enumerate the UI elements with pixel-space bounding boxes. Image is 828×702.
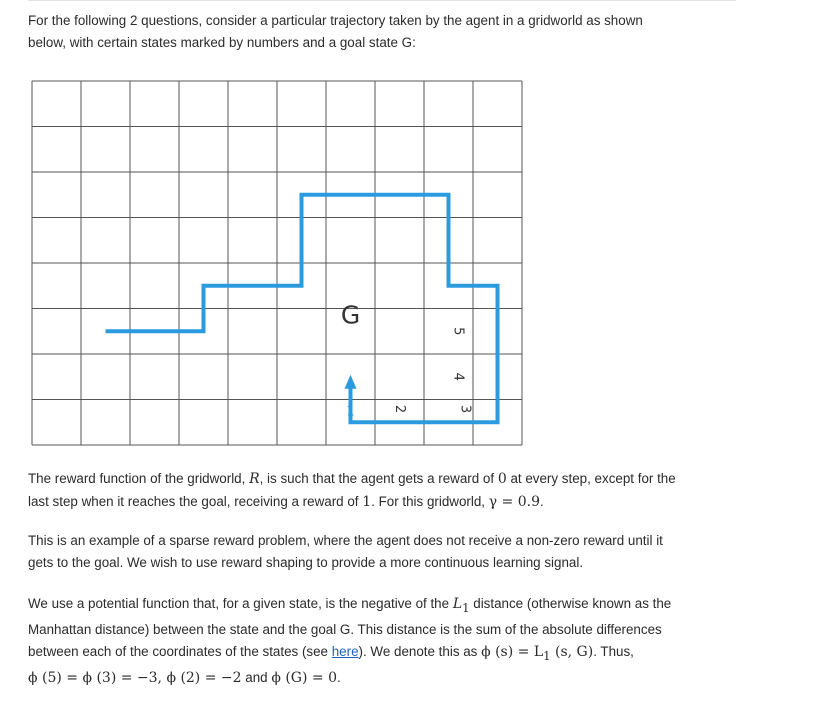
sparse-line-2: gets to the goal. We wish to use reward shaping to provide a more continuous learning signal. — [28, 554, 584, 570]
potential-definition: ϕ $(s) = L_1$ (s, G) — [481, 643, 594, 663]
goal-potential-equation: ϕ (G) = 0 — [271, 670, 337, 687]
intro-paragraph — [28, 10, 748, 53]
gamma-equation: γ = 0.9 — [488, 493, 540, 510]
l1-symbol: $L_1$ — [452, 596, 470, 615]
intro-line-2: below, with certain states marked by numbers and a goal state G: — [28, 34, 416, 50]
intro-line-1: For the following 2 questions, consider a particular trajectory taken by the agent in a gridworld as shown — [28, 13, 643, 28]
goal-arrow-icon — [345, 375, 357, 389]
reward-one: 1 — [362, 493, 372, 510]
goal-label: G — [340, 300, 361, 330]
reward-zero: 0 — [497, 471, 507, 487]
here-link[interactable]: here — [331, 643, 359, 659]
reward-symbol: R — [249, 471, 260, 487]
reward-paragraph: The reward function of the gridworld, R, is such that the agent gets a reward of 0 at every step, except for the last step when it reaches the goal, receiving a reward of 1. For this gridworld, γ = 0.9. — [28, 471, 676, 510]
top-divider — [28, 0, 736, 1]
arrow-head — [345, 375, 357, 389]
gridworld-figure — [31, 80, 525, 446]
state-label-3: 3 — [457, 404, 473, 414]
potential-function-paragraph: We use a potential function that, for a given state, is the negative of the $L_1$ distance (otherwise known as the Manhattan distance) between the state and the goal G. This distance is the sum of the absolute differences between each of the coordinates of the states (see here). We denote this as ϕ $(s) = L_1$ (s, G). Thus, ϕ (5) = ϕ (3) = −3, ϕ (2) = −2 and ϕ (G) = 0. — [28, 596, 672, 687]
sparse-reward-paragraph — [28, 530, 748, 573]
sparse-line-1: This is an example of a sparse reward problem, where the agent does not receive a non-zero reward until it — [28, 533, 663, 548]
state-label-1: 1 — [346, 404, 355, 420]
state-labels — [346, 327, 472, 419]
state-label-4: 4 — [450, 372, 466, 381]
state-label-5: 5 — [450, 327, 466, 336]
potential-values-equation: ϕ (5) = ϕ (3) = −3, ϕ (2) = −2 — [28, 670, 242, 687]
state-label-2: 2 — [392, 404, 407, 414]
